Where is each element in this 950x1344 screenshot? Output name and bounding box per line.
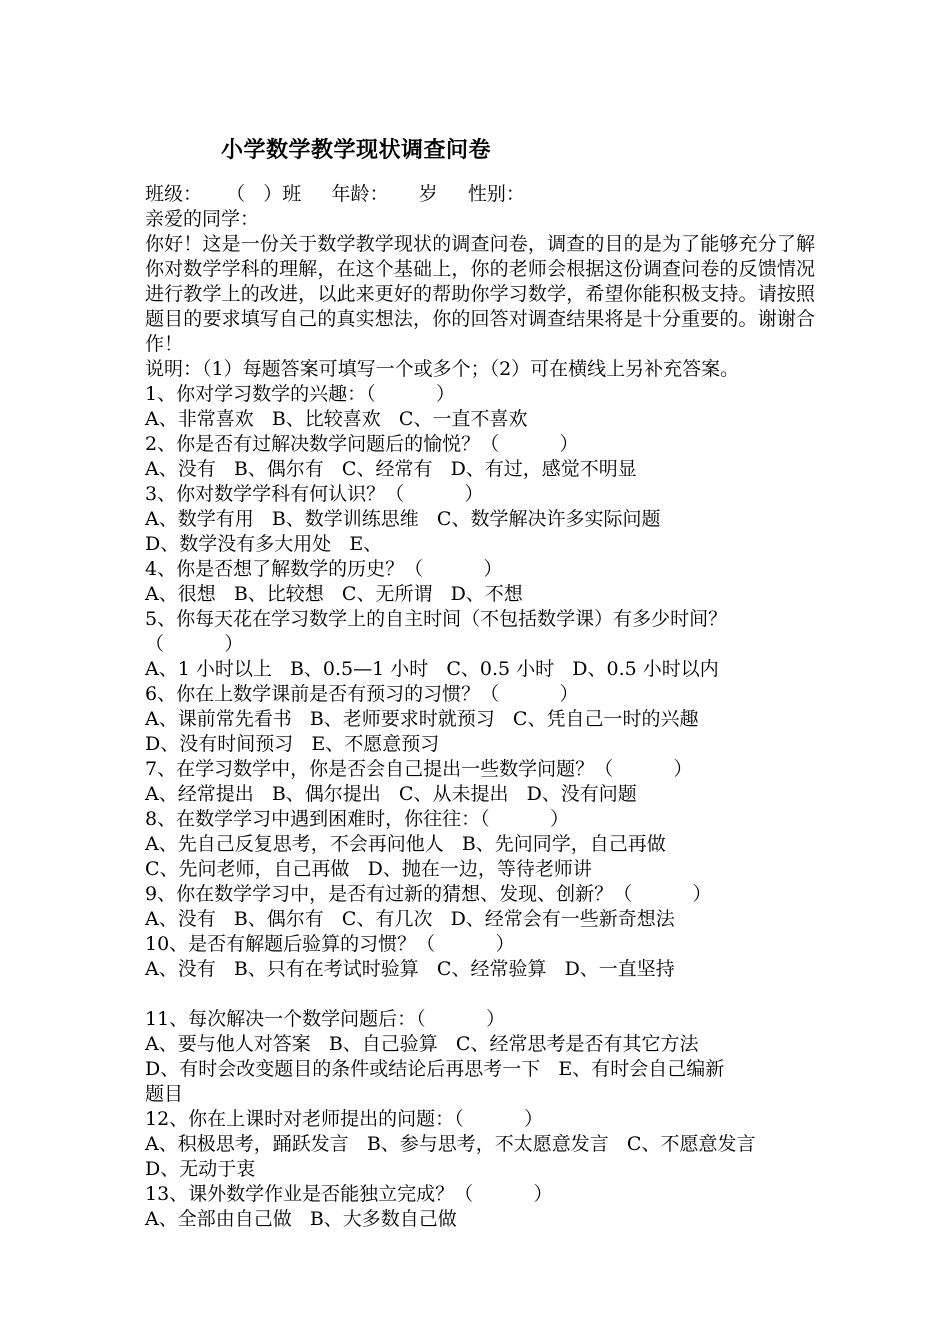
question-options: A、没有 B、偶尔有 C、经常有 D、有过，感觉不明显 xyxy=(145,458,637,480)
question-7 xyxy=(145,757,815,807)
question-options: A、经常提出 B、偶尔提出 C、从未提出 D、没有问题 xyxy=(145,783,637,805)
question-11 xyxy=(145,1007,815,1107)
question-options: D、数学没有多大用处 E、 xyxy=(145,533,383,555)
question-options: 题目 xyxy=(145,1083,184,1105)
question-text: 2、你是否有过解决数学问题后的愉悦？（ ） xyxy=(145,433,579,455)
question-answer-blank: （ ） xyxy=(145,633,244,655)
question-4 xyxy=(145,557,815,607)
question-8 xyxy=(145,807,815,882)
document-title: 小学数学教学现状调查问卷 xyxy=(221,137,492,163)
question-options: D、无动于衷 xyxy=(145,1158,256,1180)
question-options: D、没有时间预习 E、不愿意预习 xyxy=(145,733,440,755)
question-options: A、没有 B、只有在考试时验算 C、经常验算 D、一直坚持 xyxy=(145,958,675,980)
question-9 xyxy=(145,882,815,932)
question-options: A、积极思考，踊跃发言 B、参与思考，不太愿意发言 C、不愿意发言 xyxy=(145,1133,756,1155)
question-options: A、1 小时以上 B、0.5—1 小时 C、0.5 小时 D、0.5 小时以内 xyxy=(145,658,719,680)
question-6 xyxy=(145,682,815,757)
question-text: 6、你在上数学课前是否有预习的习惯？（ ） xyxy=(145,683,579,705)
question-5 xyxy=(145,607,815,682)
question-options: A、非常喜欢 B、比较喜欢 C、一直不喜欢 xyxy=(145,408,528,430)
instructions: 说明：（1）每题答案可填写一个或多个；（2）可在横线上另补充答案。 xyxy=(145,358,740,380)
question-text: 13、课外数学作业是否能独立完成？（ ） xyxy=(145,1183,553,1205)
question-2 xyxy=(145,432,815,482)
question-options: D、有时会改变题目的条件或结论后再思考一下 E、有时会自己编新 xyxy=(145,1058,725,1080)
question-10 xyxy=(145,932,815,982)
question-options: A、全部由自己做 B、大多数自己做 xyxy=(145,1208,457,1230)
question-text: 12、你在上课时对老师提出的问题：（ ） xyxy=(145,1108,544,1130)
question-text: 5、你每天花在学习数学上的自主时间（不包括数学课）有多少时间？ xyxy=(145,608,728,630)
question-text: 9、你在数学学习中，是否有过新的猜想、发现、创新？（ ） xyxy=(145,883,712,905)
greeting: 亲爱的同学： xyxy=(145,208,260,230)
question-text: 8、在数学学习中遇到困难时，你往往：（ ） xyxy=(145,808,569,830)
question-12 xyxy=(145,1107,815,1182)
intro-paragraph: 你好！这是一份关于数学教学现状的调查问卷，调查的目的是为了能够充分了解你对数学学科的理解，在这个基础上，你的老师会根据这份调查问卷的反馈情况进行教学上的改进，以此来更好的帮助你学习数学，希望你能积极支持。请按照题目的要求填写自己的真实想法，你的回答对调查结果将是十分重要的。谢谢合作！ xyxy=(145,233,815,355)
question-text: 7、在学习数学中，你是否会自己提出一些数学问题？（ ） xyxy=(145,758,693,780)
question-text: 3、你对数学学科有何认识？（ ） xyxy=(145,483,484,505)
question-options: A、课前常先看书 B、老师要求时就预习 C、凭自己一时的兴趣 xyxy=(145,708,699,730)
header-fields: 班级： （ ）班 年龄： 岁 性别： xyxy=(145,183,525,205)
question-text: 4、你是否想了解数学的历史？（ ） xyxy=(145,558,503,580)
question-options: A、很想 B、比较想 C、无所谓 D、不想 xyxy=(145,583,523,605)
question-text: 1、你对学习数学的兴趣：（ ） xyxy=(145,383,455,405)
question-options: A、没有 B、偶尔有 C、有几次 D、经常会有一些新奇想法 xyxy=(145,908,675,930)
blank-line xyxy=(145,982,815,1007)
question-options: A、先自己反复思考，不会再问他人 B、先问同学，自己再做 xyxy=(145,833,666,855)
question-13 xyxy=(145,1182,815,1232)
question-text: 10、是否有解题后验算的习惯？（ ） xyxy=(145,933,515,955)
question-options: A、要与他人对答案 B、自己验算 C、经常思考是否有其它方法 xyxy=(145,1033,699,1055)
survey-page xyxy=(145,134,815,1232)
question-1 xyxy=(145,382,815,432)
question-options: C、先问老师，自己再做 D、抛在一边，等待老师讲 xyxy=(145,858,592,880)
question-options: A、数学有用 B、数学训练思维 C、数学解决许多实际问题 xyxy=(145,508,661,530)
question-3 xyxy=(145,482,815,557)
question-text: 11、每次解决一个数学问题后：（ ） xyxy=(145,1008,506,1030)
